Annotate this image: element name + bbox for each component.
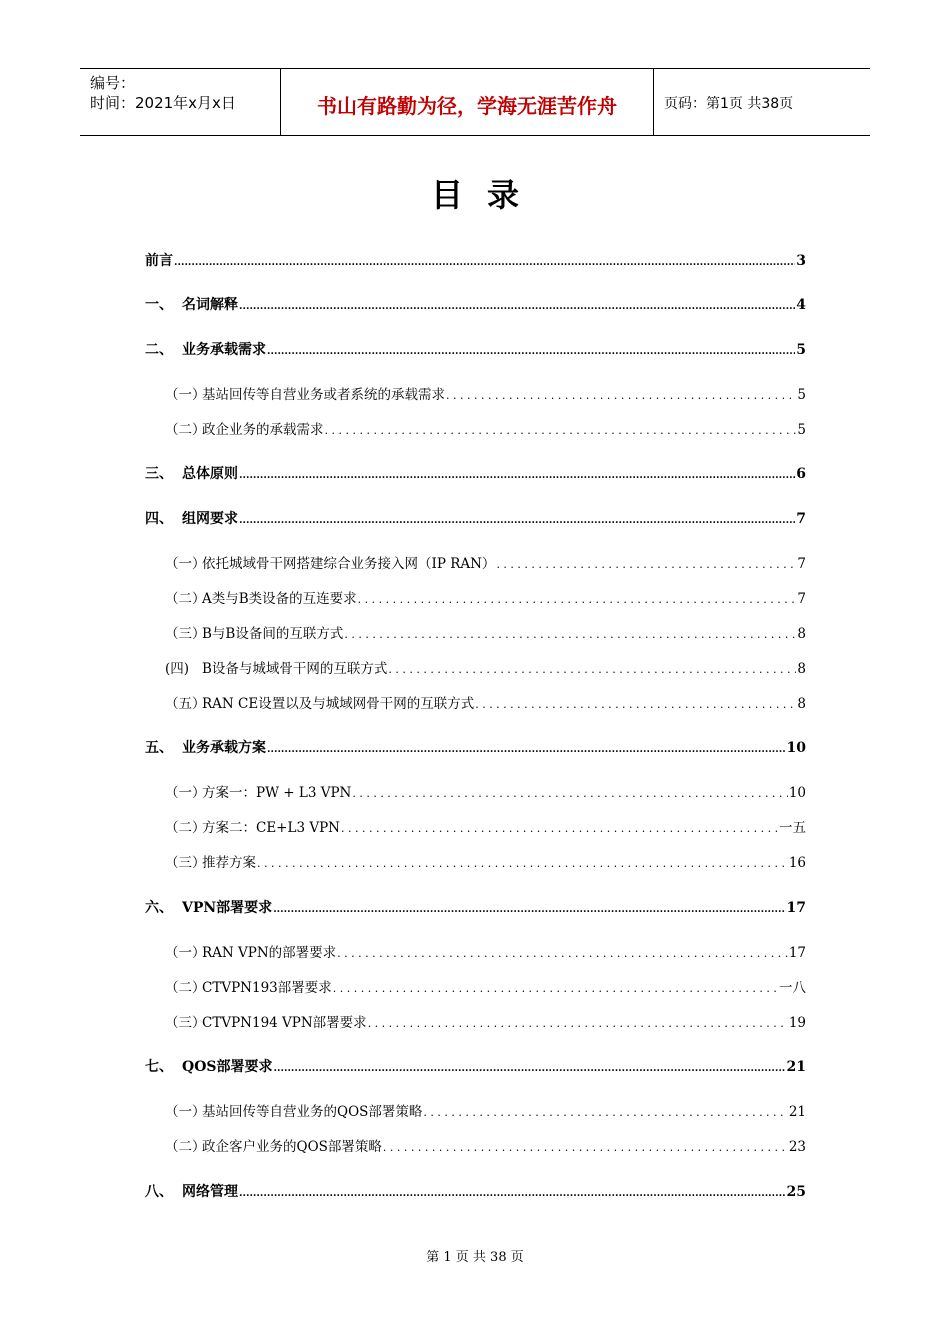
toc-entry-label: CTVPN193部署要求 xyxy=(202,980,332,996)
toc-entry-number: 六、 xyxy=(145,900,173,916)
toc-entry-number: （二） xyxy=(165,1139,206,1155)
toc-entry-number: （二） xyxy=(165,591,206,607)
header-date-label: 时间：2021年x月x日 xyxy=(90,94,236,112)
toc-entry-number: （五） xyxy=(165,696,206,712)
toc-subentry[interactable] xyxy=(165,658,806,680)
toc-entry[interactable] xyxy=(145,737,806,759)
toc-leader xyxy=(341,817,778,839)
toc-entry-number: （三） xyxy=(165,855,206,871)
toc-leader xyxy=(239,463,795,485)
toc-subentry[interactable] xyxy=(165,693,806,715)
toc-subentry[interactable] xyxy=(165,817,806,839)
toc-entry[interactable] xyxy=(145,1181,806,1203)
toc-subentry[interactable] xyxy=(165,1136,806,1158)
toc-entry-number: （三） xyxy=(165,626,206,642)
toc-entry-number: 二、 xyxy=(145,342,173,358)
toc-entry-number: 八、 xyxy=(145,1184,173,1200)
toc-subentry[interactable] xyxy=(165,1101,806,1123)
toc-entry[interactable] xyxy=(145,1056,806,1078)
toc-entry[interactable] xyxy=(145,897,806,919)
toc-entry-page: 19 xyxy=(788,1015,806,1031)
toc-entry-label: 基站回传等自营业务的QOS部署策略 xyxy=(202,1104,423,1120)
toc-entry-page: 7 xyxy=(796,511,806,527)
toc-subentry[interactable] xyxy=(165,623,806,645)
toc-entry-label: 组网要求 xyxy=(182,511,238,527)
toc-leader xyxy=(423,1101,787,1123)
toc-entry-page: 6 xyxy=(796,466,806,482)
toc-leader xyxy=(273,897,785,919)
toc-entry-page: 10 xyxy=(786,740,806,756)
toc-entry-label: 政企客户业务的QOS部署策略 xyxy=(202,1139,382,1155)
toc-entry-label: RAN CE设置以及与城域网骨干网的互联方式 xyxy=(202,696,475,712)
toc-leader xyxy=(239,508,795,530)
toc-entry-number: 一、 xyxy=(145,297,173,313)
toc-entry-page: 17 xyxy=(786,900,806,916)
toc-entry-label: 网络管理 xyxy=(182,1184,238,1200)
toc-subentry[interactable] xyxy=(165,852,806,874)
toc-entry[interactable] xyxy=(145,339,806,361)
toc-leader xyxy=(239,1181,786,1203)
toc-entry-label: 业务承载需求 xyxy=(182,342,266,358)
toc-entry-number: 五、 xyxy=(145,740,173,756)
header-number-label: 编号： xyxy=(90,74,136,92)
toc-entry-page: 23 xyxy=(788,1139,806,1155)
toc-entry-number: （二） xyxy=(165,422,206,438)
toc-entry-page: 21 xyxy=(786,1059,806,1075)
toc-entry-page: 8 xyxy=(797,661,806,677)
toc-entry-label: B设备与城域骨干网的互联方式 xyxy=(202,661,388,677)
header-motto: 书山有路勤为径，学海无涯苦作舟 xyxy=(281,69,654,135)
page-footer: 第 1 页 共 38 页 xyxy=(426,1250,524,1265)
toc-entry-page: 7 xyxy=(797,591,806,607)
toc-entry-number: （三） xyxy=(165,1015,206,1031)
toc-entry-label: RAN VPN的部署要求 xyxy=(202,945,337,961)
toc-subentry[interactable] xyxy=(165,977,806,999)
toc-entry-label: QOS部署要求 xyxy=(182,1059,273,1075)
toc-entry-number: （二） xyxy=(165,820,206,836)
toc-entry-label: 前言 xyxy=(145,253,173,269)
toc-entry-label: 依托城域骨干网搭建综合业务接入网（IP RAN） xyxy=(202,556,496,572)
toc-entry-page: 17 xyxy=(788,945,806,961)
toc-entry-number: （一） xyxy=(165,556,206,572)
toc-leader xyxy=(368,1012,788,1034)
toc-entry-page: 16 xyxy=(788,855,806,871)
header-meta xyxy=(80,69,281,135)
toc-entry-label: 政企业务的承载需求 xyxy=(202,422,324,438)
toc-entry[interactable] xyxy=(145,294,806,316)
toc-entry-number: (四) xyxy=(165,661,190,677)
toc-entry-number: 四、 xyxy=(145,511,173,527)
toc-leader xyxy=(325,419,797,441)
toc-entry-page: 3 xyxy=(796,253,806,269)
toc-title: 目录 xyxy=(430,176,543,214)
toc-entry-page: 21 xyxy=(788,1104,806,1120)
toc-entry-label: B与B设备间的互联方式 xyxy=(202,626,344,642)
toc-entry-label: 推荐方案 xyxy=(202,855,256,871)
toc-leader xyxy=(352,782,787,804)
toc-entry-page: 一八 xyxy=(779,980,806,996)
toc-entry-number: （一） xyxy=(165,387,206,403)
toc-entry[interactable] xyxy=(145,463,806,485)
toc-leader xyxy=(333,977,778,999)
toc-entry-number: 七、 xyxy=(145,1059,173,1075)
toc-entry-page: 4 xyxy=(796,297,806,313)
toc-entry-label: 方案一：PW + L3 VPN xyxy=(202,785,352,801)
toc-entry-page: 一五 xyxy=(779,820,806,836)
toc-entry-page: 8 xyxy=(797,696,806,712)
toc-entry-page: 5 xyxy=(797,422,806,438)
toc-entry-number: （一） xyxy=(165,945,206,961)
toc-entry-label: CTVPN194 VPN部署要求 xyxy=(202,1015,367,1031)
toc-leader xyxy=(257,852,788,874)
toc-entry[interactable] xyxy=(145,250,806,272)
toc-entry-page: 25 xyxy=(786,1184,806,1200)
toc-entry-number: （二） xyxy=(165,980,206,996)
toc-entry-label: A类与B类设备的互连要求 xyxy=(202,591,357,607)
toc-subentry[interactable] xyxy=(165,553,806,575)
toc-subentry[interactable] xyxy=(165,588,806,610)
toc-entry-number: （一） xyxy=(165,1104,206,1120)
toc-entry-page: 8 xyxy=(797,626,806,642)
toc-leader xyxy=(446,384,796,406)
toc-leader xyxy=(267,737,786,759)
toc-leader xyxy=(475,693,796,715)
header-page-info: 页码：第1页 共38页 xyxy=(664,96,794,112)
toc-entry-label: 基站回传等自营业务或者系统的承载需求 xyxy=(202,387,445,403)
toc-entry-number: （一） xyxy=(165,785,206,801)
toc-leader xyxy=(267,339,795,361)
toc-subentry[interactable] xyxy=(165,419,806,441)
toc-leader xyxy=(239,294,795,316)
toc-entry-label: 名词解释 xyxy=(182,297,238,313)
toc-entry-page: 5 xyxy=(796,342,806,358)
toc-leader xyxy=(274,1056,786,1078)
toc-subentry[interactable] xyxy=(165,942,806,964)
toc-entry[interactable] xyxy=(145,508,806,530)
toc-leader xyxy=(358,588,797,610)
page-header xyxy=(80,68,870,136)
toc-entry-page: 10 xyxy=(788,785,806,801)
toc-entry-label: 方案二：CE+L3 VPN xyxy=(202,820,340,836)
toc-entry-label: 业务承载方案 xyxy=(182,740,266,756)
toc-leader xyxy=(383,1136,788,1158)
toc-subentry[interactable] xyxy=(165,1012,806,1034)
toc-entry-number: 三、 xyxy=(145,466,173,482)
toc-leader xyxy=(496,553,796,575)
toc-leader xyxy=(174,250,795,272)
toc-entry-label: VPN部署要求 xyxy=(182,900,273,916)
toc-subentry[interactable] xyxy=(165,384,806,406)
toc-entry-page: 5 xyxy=(797,387,806,403)
toc-subentry[interactable] xyxy=(165,782,806,804)
toc-leader xyxy=(388,658,796,680)
toc-leader xyxy=(337,942,788,964)
toc-leader xyxy=(344,623,796,645)
toc-entry-label: 总体原则 xyxy=(182,466,238,482)
toc-entry-page: 7 xyxy=(797,556,806,572)
